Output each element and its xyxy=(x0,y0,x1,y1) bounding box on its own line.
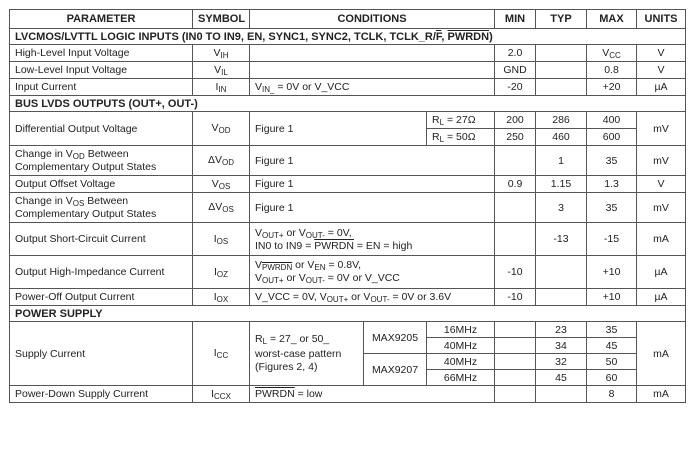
header-typ: TYP xyxy=(536,10,587,29)
typ-cell xyxy=(536,45,587,62)
max-cell: 1.3 xyxy=(587,176,637,193)
cond-cell: Figure 1 xyxy=(250,112,427,146)
max-cell: 35 xyxy=(587,146,637,176)
typ-cell: -13 xyxy=(536,223,587,256)
freq-cell: 16MHz xyxy=(427,322,495,338)
max-cell: 45 xyxy=(587,338,637,354)
param-cell: Output Offset Voltage xyxy=(10,176,193,193)
min-cell: 0.9 xyxy=(495,176,536,193)
table-row xyxy=(10,112,686,129)
table-row xyxy=(10,322,686,338)
cond-cell xyxy=(250,45,495,62)
min-cell: GND xyxy=(495,62,536,79)
cond-cell xyxy=(250,62,495,79)
symbol-cell: $I_{IN}$ xyxy=(193,79,250,96)
cond-cell: Figure 1 xyxy=(250,193,495,223)
typ-cell xyxy=(536,289,587,306)
min-cell: 200 xyxy=(495,112,536,129)
typ-cell: 286 xyxy=(536,112,587,129)
param-cell: Change in $V_{OS}$ Between Complementary Output States xyxy=(10,193,193,223)
units-cell: µA xyxy=(637,79,686,96)
header-conditions: CONDITIONS xyxy=(250,10,495,29)
symbol-cell: $V_{OD}$ xyxy=(193,112,250,146)
max-cell: +20 xyxy=(587,79,637,96)
typ-cell: 460 xyxy=(536,129,587,146)
units-cell: mA xyxy=(637,223,686,256)
param-cell: Power-Down Supply Current xyxy=(10,386,193,403)
units-cell: mV xyxy=(637,193,686,223)
symbol-cell: $V_{IL}$ xyxy=(193,62,250,79)
typ-cell xyxy=(536,62,587,79)
section-title: POWER SUPPLY xyxy=(10,306,686,322)
device-cell: MAX9207 xyxy=(364,354,427,386)
typ-cell: 32 xyxy=(536,354,587,370)
min-cell: -10 xyxy=(495,289,536,306)
param-cell: Input Current xyxy=(10,79,193,96)
cond-cell: $V_{OUT+}$ or $V_{OUT-} = 0V$, IN0 to IN9 = PWRDN = EN = high xyxy=(250,223,495,256)
typ-cell xyxy=(536,256,587,289)
table-row xyxy=(10,256,686,289)
typ-cell xyxy=(536,79,587,96)
cond-cell: $V_{PWRDN}$ or $V_{EN} = 0.8V$, $V_{OUT+}$ or $V_{OUT-} = 0V$ or V_VCC xyxy=(250,256,495,289)
cond-sub-cell: $R_L = 27\Omega$ xyxy=(427,112,495,129)
min-cell xyxy=(495,146,536,176)
symbol-cell: $I_{OX}$ xyxy=(193,289,250,306)
units-cell: V xyxy=(637,62,686,79)
min-cell xyxy=(495,322,536,338)
min-cell xyxy=(495,354,536,370)
header-units: UNITS xyxy=(637,10,686,29)
freq-cell: 40MHz xyxy=(427,354,495,370)
symbol-cell: $\Delta V_{OS}$ xyxy=(193,193,250,223)
min-cell xyxy=(495,370,536,386)
typ-cell xyxy=(536,386,587,403)
symbol-cell: $V_{IH}$ xyxy=(193,45,250,62)
param-cell: High-Level Input Voltage xyxy=(10,45,193,62)
max-cell: 60 xyxy=(587,370,637,386)
units-cell: V xyxy=(637,176,686,193)
section-lvds xyxy=(10,96,686,112)
param-cell: Output Short-Circuit Current xyxy=(10,223,193,256)
symbol-cell: $I_{OZ}$ xyxy=(193,256,250,289)
table-row xyxy=(10,45,686,62)
units-cell: mV xyxy=(637,146,686,176)
cond-cell: Figure 1 xyxy=(250,146,495,176)
cond-cell: $R_L$ = 27_ or 50_ worst-case pattern (Figures 2, 4) xyxy=(250,322,364,386)
units-cell: mA xyxy=(637,322,686,386)
section-title: BUS LVDS OUTPUTS (OUT+, OUT-) xyxy=(10,96,686,112)
max-cell: $V_{CC}$ xyxy=(587,45,637,62)
typ-cell: 3 xyxy=(536,193,587,223)
header-max: MAX xyxy=(587,10,637,29)
typ-cell: 1 xyxy=(536,146,587,176)
table-row xyxy=(10,62,686,79)
cond-cell: PWRDN = low xyxy=(250,386,495,403)
max-cell: 50 xyxy=(587,354,637,370)
param-cell: Output High-Impedance Current xyxy=(10,256,193,289)
min-cell: 250 xyxy=(495,129,536,146)
min-cell: -20 xyxy=(495,79,536,96)
min-cell: 2.0 xyxy=(495,45,536,62)
cond-cell: Figure 1 xyxy=(250,176,495,193)
param-cell: Change in $V_{OD}$ Between Complementary Output States xyxy=(10,146,193,176)
param-cell: Low-Level Input Voltage xyxy=(10,62,193,79)
symbol-cell: $I_{OS}$ xyxy=(193,223,250,256)
symbol-cell: $V_{OS}$ xyxy=(193,176,250,193)
table-row xyxy=(10,386,686,403)
freq-cell: 66MHz xyxy=(427,370,495,386)
cond-cell: V_VCC = 0V, $V_{OUT+}$ or $V_{OUT-} = 0V$ or 3.6V xyxy=(250,289,495,306)
units-cell: µA xyxy=(637,256,686,289)
min-cell xyxy=(495,223,536,256)
units-cell: mA xyxy=(637,386,686,403)
typ-cell: 34 xyxy=(536,338,587,354)
max-cell: 35 xyxy=(587,193,637,223)
table-row xyxy=(10,79,686,96)
table-row xyxy=(10,289,686,306)
section-power-supply xyxy=(10,306,686,322)
freq-cell: 40MHz xyxy=(427,338,495,354)
table-row xyxy=(10,146,686,176)
section-lvcmos xyxy=(10,29,686,45)
spec-table xyxy=(9,9,686,403)
max-cell: 0.8 xyxy=(587,62,637,79)
header-symbol: SYMBOL xyxy=(193,10,250,29)
max-cell: 8 xyxy=(587,386,637,403)
max-cell: 35 xyxy=(587,322,637,338)
header-min: MIN xyxy=(495,10,536,29)
min-cell: -10 xyxy=(495,256,536,289)
param-cell: Power-Off Output Current xyxy=(10,289,193,306)
max-cell: -15 xyxy=(587,223,637,256)
table-row xyxy=(10,223,686,256)
symbol-cell: $\Delta V_{OD}$ xyxy=(193,146,250,176)
symbol-cell: $I_{CC}$ xyxy=(193,322,250,386)
header-parameter: PARAMETER xyxy=(10,10,193,29)
min-cell xyxy=(495,386,536,403)
max-cell: +10 xyxy=(587,256,637,289)
max-cell: 400 xyxy=(587,112,637,129)
typ-cell: 23 xyxy=(536,322,587,338)
units-cell: V xyxy=(637,45,686,62)
table-row xyxy=(10,176,686,193)
units-cell: mV xyxy=(637,112,686,146)
header-row xyxy=(10,10,686,29)
max-cell: +10 xyxy=(587,289,637,306)
min-cell xyxy=(495,338,536,354)
table-row xyxy=(10,193,686,223)
section-title: LVCMOS/LVTTL LOGIC INPUTS (IN0 TO IN9, EN, SYNC1, SYNC2, TCLK, $TCLK\_R/\overline{F}$, PWRDN) xyxy=(10,29,686,45)
min-cell xyxy=(495,193,536,223)
max-cell: 600 xyxy=(587,129,637,146)
cond-sub-cell: $R_L = 50\Omega$ xyxy=(427,129,495,146)
units-cell: µA xyxy=(637,289,686,306)
typ-cell: 45 xyxy=(536,370,587,386)
typ-cell: 1.15 xyxy=(536,176,587,193)
cond-cell: $V_{IN\_} = 0V$ or V_VCC xyxy=(250,79,495,96)
symbol-cell: $I_{CCX}$ xyxy=(193,386,250,403)
device-cell: MAX9205 xyxy=(364,322,427,354)
param-cell: Supply Current xyxy=(10,322,193,386)
param-cell: Differential Output Voltage xyxy=(10,112,193,146)
